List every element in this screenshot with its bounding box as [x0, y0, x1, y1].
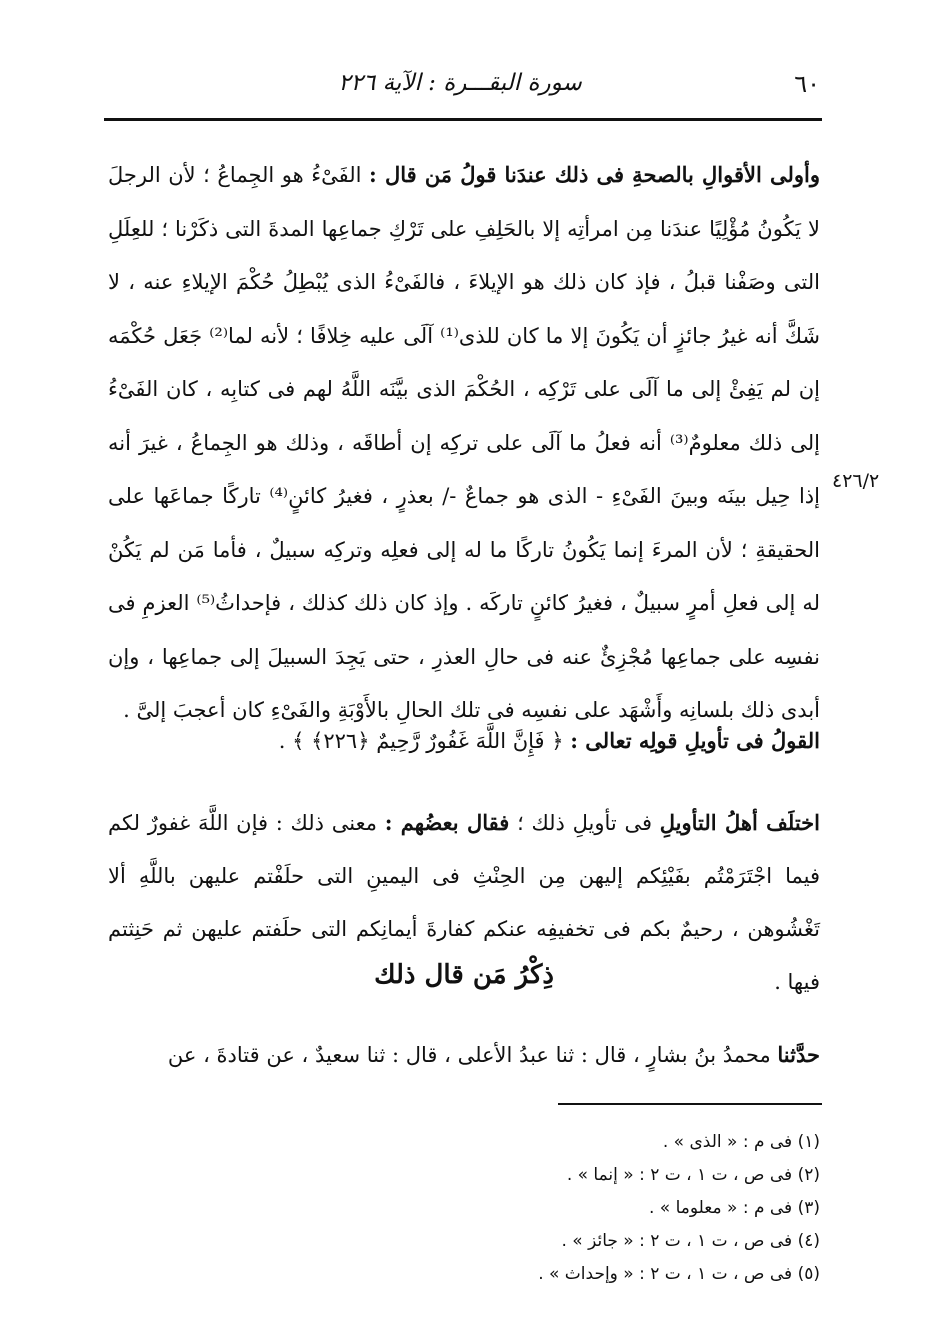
verse-text: ﴿ فَإِنَّ اللَّهَ غَفُورٌ رَّحِيمٌ ﴿٢٢٦﴾ ﴾ . [278, 729, 564, 753]
narration-paragraph [108, 1028, 820, 1082]
main-paragraph [108, 148, 820, 738]
page-number: ٦٠ [794, 70, 820, 98]
interpretation-text: معنى ذلك : فإن اللَّهَ غفورٌ لكم فيما اجْتَرَمْتُم بفَيْئِكم إليهن مِن الحِنْثِ فى اليمينِ التى حلَفْتم عليهن باللَّهِ ألا تَغْشُوهن ، رحيمٌ بكم فى تخفيفِه عنكم كفارةَ أيمانِكم التى حلَفتم عليهن ثم حَنِثتم فيها . [108, 811, 820, 994]
verse-paragraph [108, 714, 820, 768]
paragraph-text: الفَىْءُ هو الجِماعُ ؛ لأن الرجلَ لا يَكُونُ مُؤْلِيًا عندَنا مِن امرأتِه إلا بالحَلِفِ على تَرْكِ جماعِها المدةَ التى ذكَرْنا ؛ للعِلَلِ التى وصَفْنا قبلُ ، فإذ كان ذلك هو الإيلاءَ ، فالفَىْءُ الذى يُبْطِلُ حُكْمَ الإيلاءِ عنه ، لا شَكَّ أنه غيرُ جائزٍ أن يَكُونَ إلا ما كان للذى⁽¹⁾ آلَى عليه خِلافًا ؛ لأنه لما⁽²⁾ جَعَل حُكْمَه إن لم يَفِئْ إلى ما آلَى على تَرْكِه ، الحُكْمَ الذى بيَّنَه اللَّهُ لهم فى كتابِه ، كان الفَىْءُ إلى ذلك معلومٌ⁽³⁾ أنه فعلُ ما آلَى على تركِه إن أطاقَه ، وذلك هو الجِماعُ ، غيرَ أنه إذا حِيل بينَه وبينَ الفَىْءِ - الذى هو جماعٌ -/ بعذرٍ ، فغيرُ كائنٍ⁽⁴⁾ تاركًا جماعَها على الحقيقةِ ؛ لأن المرءَ إنما يَكُونُ تاركًا ما له إلى فعلِه وتركِه سبيلٌ ، فأما مَن لم يَكُنْ له إلى فعلِ أمرٍ سبيلٌ ، فغيرُ كائنٍ تاركَه . وإذ كان ذلك كذلك ، فإحداثُ⁽⁵⁾ العزمِ فى نفسِه على جماعِها مُجْزِئٌ عنه فى حالِ العذرِ ، حتى يَجِدَ السبيلَ إلى جماعِها ، وإن أبدى ذلك بلسانِه وأَشْهَد على نفسِه فى تلك الحالِ بالأَوْبَةِ والفَىْءِ كان أعجبَ إلىَّ . [108, 163, 820, 722]
interpretation-mid: فى تأويلِ ذلك ؛ [517, 811, 653, 835]
footnote: (٤) فى ص ، ت ١ ، ت ٢ : « جائز » . [561, 1231, 820, 1251]
interpretation-lead-2: فقال بعضُهم : [384, 810, 510, 835]
header-rule [104, 118, 822, 121]
running-title: سورة البقـــرة : الآية ٢٢٦ [338, 70, 582, 96]
section-heading: ذِكْرُ مَن قال ذلك [374, 960, 554, 990]
narration-text: محمدُ بنُ بشارٍ ، قال : ثنا عبدُ الأعلى ، قال : ثنا سعيدٌ ، عن قتادةَ ، عن [167, 1043, 771, 1067]
footnote: (٥) فى ص ، ت ١ ، ت ٢ : « وإحداث » . [538, 1264, 820, 1284]
footnote-rule [558, 1103, 822, 1105]
narration-lead: حدَّثنا [777, 1042, 820, 1067]
margin-marker: ٤٢٦/٢ [832, 470, 880, 492]
footnote: (٣) فى م : « معلوما » . [649, 1198, 820, 1218]
footnotes [108, 1126, 820, 1291]
verse-lead: القولُ فى تأويلِ قولِه تعالى : [570, 728, 820, 753]
footnote: (١) فى م : « الذى » . [662, 1132, 820, 1152]
page-header [100, 62, 820, 112]
footnote: (٢) فى ص ، ت ١ ، ت ٢ : « إنما » . [566, 1165, 820, 1185]
paragraph-lead: وأولى الأقوالِ بالصحةِ فى ذلك عندَنا قولُ مَن قال : [369, 162, 821, 187]
interpretation-lead: اختلَف أهلُ التأويلِ [659, 810, 820, 835]
